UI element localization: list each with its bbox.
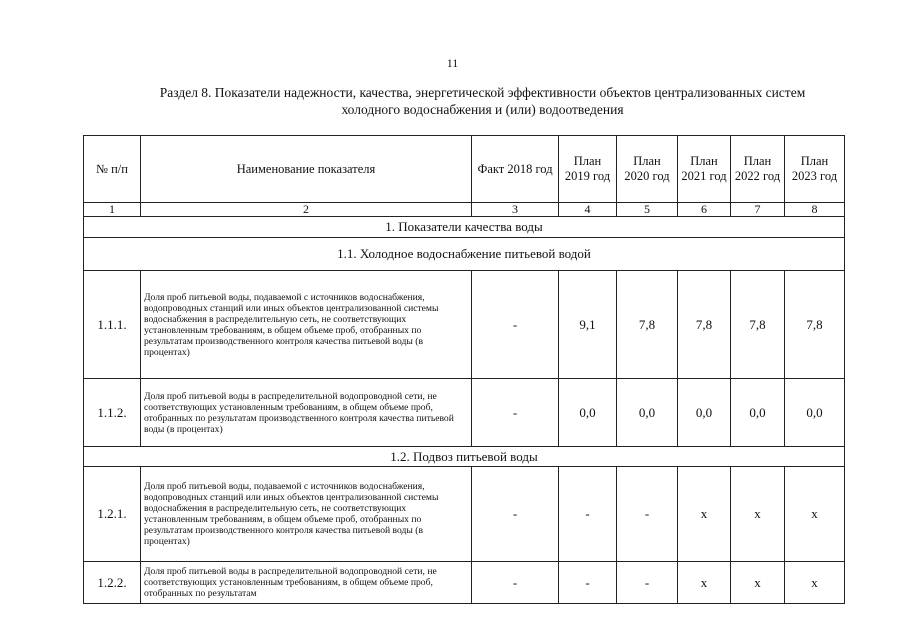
row-value: 0,0 [678,379,731,447]
header-row [84,136,845,203]
table-row [84,467,845,562]
row-value: 9,1 [559,271,617,379]
header-plan-2021: План 2021 год [678,136,731,203]
section-title-line-1: Раздел 8. Показатели надежности, качества, энергетической эффективности объектов централизованных систем [159,85,806,100]
column-number: 1 [84,203,141,217]
row-value: 0,0 [559,379,617,447]
header-num: № п/п [84,136,141,203]
column-number: 5 [617,203,678,217]
row-value: 7,8 [731,271,785,379]
row-value: x [678,562,731,604]
subgroup-row [84,238,845,271]
subgroup-heading: 1.1. Холодное водоснабжение питьевой водой [84,238,845,271]
page-number: 11 [446,56,459,70]
column-number: 3 [472,203,559,217]
header-fact-2018: Факт 2018 год [472,136,559,203]
row-value: - [472,379,559,447]
row-value: - [617,562,678,604]
column-number-row [84,203,845,217]
column-number: 4 [559,203,617,217]
subgroup-row [84,447,845,467]
row-name: Доля проб питьевой воды, подаваемой с источников водоснабжения, водопроводных станций или иных объектов централизованной системы водоснабжения в распределительную сеть, не соответствующих установленным требованиям, в общем объеме проб, отобранных по результатам производственного контроля качества питьевой воды (в процентах) [141,271,472,379]
section-title-line-2: холодного водоснабжения и (или) водоотведения [341,102,624,117]
row-value: x [731,467,785,562]
row-name: Доля проб питьевой воды в распределительной водопроводной сети, не соответствующих установленным требованиям, в общем объеме проб, отобранных по результатам [141,562,472,604]
row-code: 1.2.2. [84,562,141,604]
header-name: Наименование показателя [141,136,472,203]
row-value: 7,8 [678,271,731,379]
row-value: - [617,467,678,562]
row-code: 1.1.2. [84,379,141,447]
group-heading: 1. Показатели качества воды [84,217,845,238]
section-title [110,84,855,118]
row-value: 0,0 [785,379,845,447]
row-value: x [785,562,845,604]
row-value: 7,8 [617,271,678,379]
row-value: - [559,562,617,604]
row-value: 0,0 [617,379,678,447]
table-row [84,562,845,604]
header-plan-2020: План 2020 год [617,136,678,203]
column-number: 6 [678,203,731,217]
row-value: 7,8 [785,271,845,379]
row-name: Доля проб питьевой воды в распределительной водопроводной сети, не соответствующих установленным требованиям, в общем объеме проб, отобранных по результатам производственного контроля качества питьевой воды (в процентах) [141,379,472,447]
row-value: 0,0 [731,379,785,447]
row-value: - [559,467,617,562]
row-value: - [472,271,559,379]
group-row [84,217,845,238]
column-number: 7 [731,203,785,217]
row-name: Доля проб питьевой воды, подаваемой с источников водоснабжения, водопроводных станций или иных объектов централизованной системы водоснабжения в распределительную сеть, не соответствующих установленным требованиям, в общем объеме проб, отобранных по результатам производственного контроля качества питьевой воды (в процентах) [141,467,472,562]
header-plan-2023: План 2023 год [785,136,845,203]
header-plan-2019: План 2019 год [559,136,617,203]
subgroup-heading: 1.2. Подвоз питьевой воды [84,447,845,467]
header-plan-2022: План 2022 год [731,136,785,203]
column-number: 2 [141,203,472,217]
row-value: x [731,562,785,604]
row-value: - [472,467,559,562]
table-row [84,379,845,447]
row-value: x [678,467,731,562]
indicators-table [83,135,845,604]
row-code: 1.1.1. [84,271,141,379]
row-value: x [785,467,845,562]
table-row [84,271,845,379]
row-code: 1.2.1. [84,467,141,562]
column-number: 8 [785,203,845,217]
row-value: - [472,562,559,604]
